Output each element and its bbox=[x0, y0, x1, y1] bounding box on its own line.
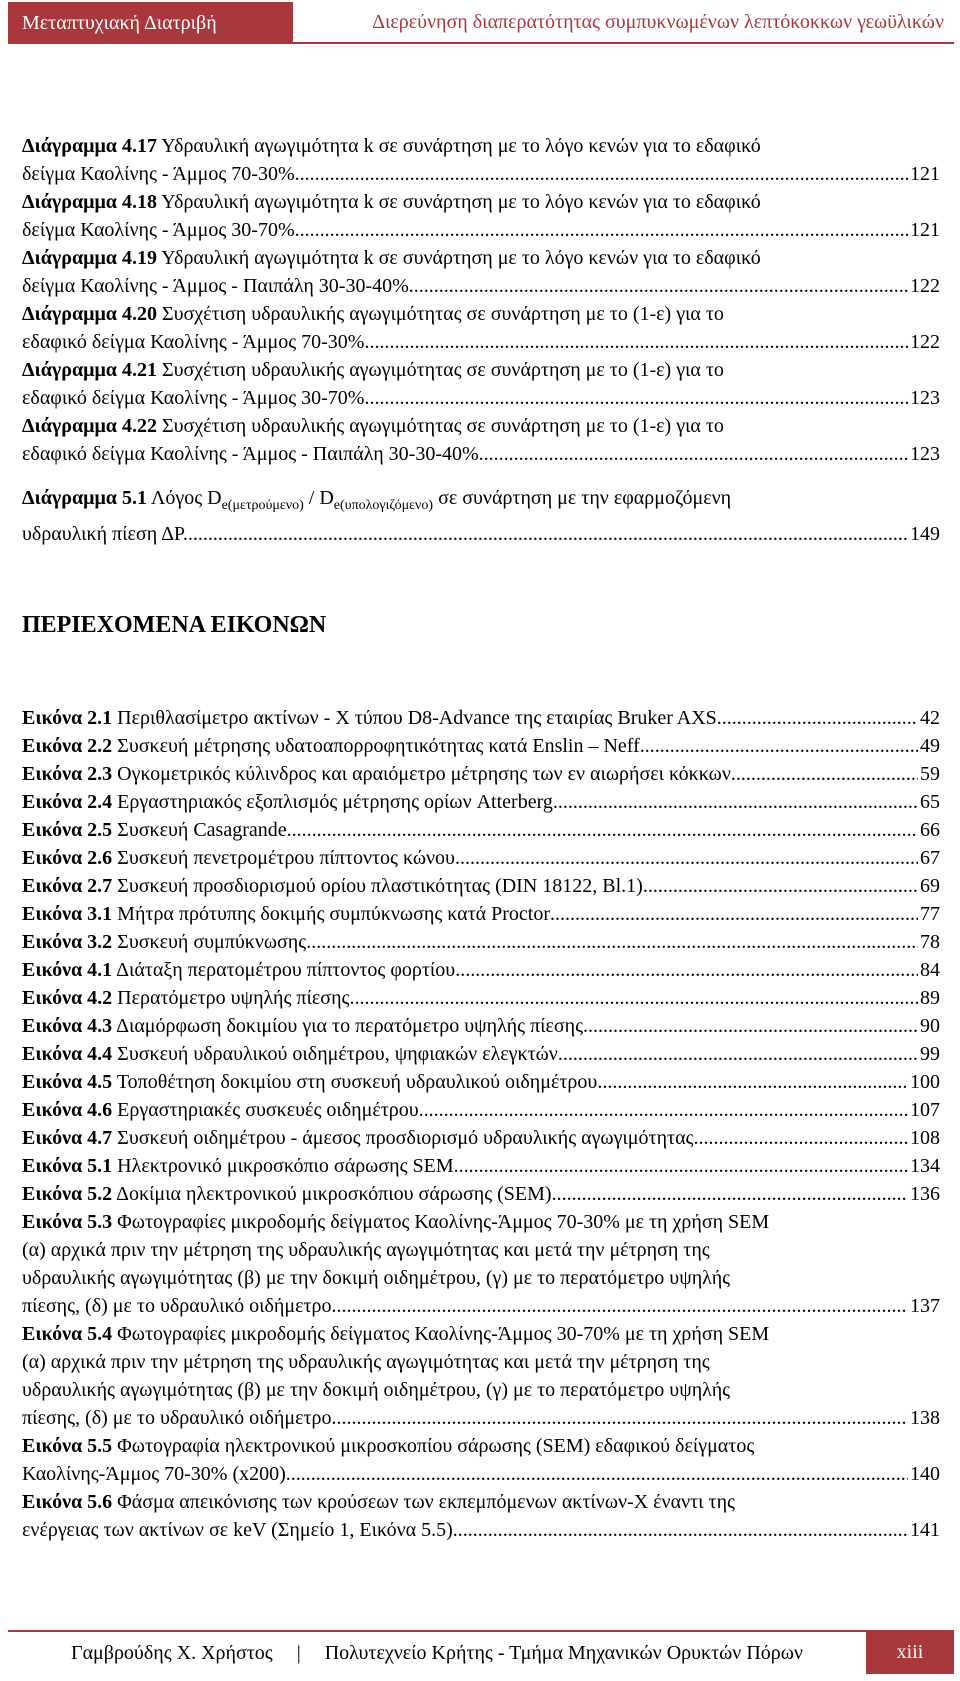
toc-entry-page: 122 bbox=[910, 331, 940, 353]
diagram-5-1-sub-measured: e(μετρούμενο) bbox=[221, 498, 304, 513]
dot-leader bbox=[286, 1460, 908, 1488]
toc-entry-page: 42 bbox=[920, 707, 940, 729]
toc-entry-figure[interactable] bbox=[22, 1432, 940, 1488]
dot-leader bbox=[287, 816, 918, 844]
dot-leader bbox=[419, 1096, 908, 1124]
toc-entry-diagram[interactable] bbox=[22, 244, 940, 300]
toc-entry-line bbox=[22, 132, 940, 160]
toc-entry-figure[interactable] bbox=[22, 1180, 940, 1208]
footer-text bbox=[8, 1630, 866, 1674]
page-header bbox=[8, 2, 954, 44]
toc-entry-line bbox=[22, 356, 940, 384]
toc-entry-text: Μήτρα πρότυπης δοκιμής συμπύκνωσης κατά Proctor bbox=[117, 903, 551, 925]
dot-leader bbox=[188, 520, 908, 548]
dot-leader bbox=[552, 1180, 908, 1208]
toc-entry-page: 137 bbox=[910, 1295, 940, 1317]
toc-entry-page: 78 bbox=[920, 931, 940, 953]
toc-entry-page: 66 bbox=[920, 819, 940, 841]
toc-entry-figure[interactable] bbox=[22, 788, 940, 816]
toc-entry-text: υδραυλικής αγωγιμότητας (β) με την δοκιμή οιδημέτρου, (γ) με το περατόμετρο υψηλής bbox=[22, 1379, 731, 1401]
toc-entry-number: Εικόνα 5.4 bbox=[22, 1323, 113, 1345]
toc-entry-text: Ογκομετρικός κύλινδρος και αραιόμετρο μέτρησης των εν αιωρήσει κόκκων bbox=[117, 763, 731, 785]
page-footer bbox=[8, 1630, 954, 1674]
toc-entry-number: Εικόνα 3.1 bbox=[22, 903, 113, 925]
dot-leader bbox=[364, 328, 908, 356]
toc-entry-line bbox=[22, 1376, 940, 1404]
toc-entry-diagram[interactable] bbox=[22, 300, 940, 356]
toc-entry-page: 138 bbox=[910, 1407, 940, 1429]
toc-entry-diagram[interactable] bbox=[22, 356, 940, 412]
toc-entry-number: Εικόνα 3.2 bbox=[22, 931, 113, 953]
toc-entry-text: (α) αρχικά πριν την μέτρηση της υδραυλικής αγωγιμότητας και μετά την μέτρηση της bbox=[22, 1239, 710, 1261]
toc-entry-number: Διάγραμμα 4.22 bbox=[22, 415, 157, 437]
toc-entry-figure[interactable] bbox=[22, 1012, 940, 1040]
toc-entry-text: εδαφικό δείγμα Καολίνης - Άμμος - Παιπάλη 30-30-40% bbox=[22, 443, 479, 465]
toc-entry-text: Περιθλασίμετρο ακτίνων - Χ τύπου D8-Advance της εταιρίας Bruker AXS bbox=[117, 707, 717, 729]
toc-entry-text: Δοκίμια ηλεκτρονικού μικροσκόπιου σάρωσης (SEM) bbox=[116, 1183, 552, 1205]
dot-leader bbox=[455, 956, 918, 984]
toc-entry-text: Υδραυλική αγωγιμότητα k σε συνάρτηση με το λόγο κενών για το εδαφικό bbox=[161, 135, 761, 157]
toc-entry-number: Εικόνα 5.5 bbox=[22, 1435, 113, 1457]
toc-entry-number: Εικόνα 5.3 bbox=[22, 1211, 113, 1233]
toc-entry-line bbox=[22, 1208, 940, 1236]
dot-leader bbox=[731, 760, 918, 788]
dot-leader bbox=[295, 160, 908, 188]
toc-entry-page: 99 bbox=[920, 1043, 940, 1065]
figure-list bbox=[22, 704, 940, 1544]
toc-entry-figure[interactable] bbox=[22, 732, 940, 760]
section-title: ΠΕΡΙΕΧΟΜΕΝΑ ΕΙΚΟΝΩΝ bbox=[22, 612, 327, 638]
toc-entry-figure[interactable] bbox=[22, 704, 940, 732]
toc-entry-page: 89 bbox=[920, 987, 940, 1009]
toc-entry-figure[interactable] bbox=[22, 900, 940, 928]
toc-entry-text: Διαμόρφωση δοκιμίου για το περατόμετρο υψηλής πίεσης bbox=[116, 1015, 584, 1037]
dot-leader bbox=[332, 1292, 908, 1320]
toc-entry-text: Τοποθέτηση δοκιμίου στη συσκευή υδραυλικού οιδημέτρου bbox=[116, 1071, 598, 1093]
toc-entry-number: Εικόνα 4.7 bbox=[22, 1127, 113, 1149]
dot-leader bbox=[306, 928, 918, 956]
dot-leader bbox=[640, 732, 918, 760]
toc-entry-text: Συσχέτιση υδραυλικής αγωγιμότητας σε συνάρτηση με το (1-ε) για το bbox=[161, 303, 724, 325]
dot-leader bbox=[583, 1012, 918, 1040]
toc-entry-page: 140 bbox=[910, 1463, 940, 1485]
toc-entry-diagram[interactable] bbox=[22, 412, 940, 468]
toc-entry-text: δείγμα Καολίνης - Άμμος - Παιπάλη 30-30-40% bbox=[22, 275, 409, 297]
toc-entry-text: Φωτογραφίες μικροδομής δείγματος Καολίνης-Άμμος 70-30% με τη χρήση SEM bbox=[117, 1211, 770, 1233]
toc-entry-number: Διάγραμμα 4.17 bbox=[22, 135, 157, 157]
dot-leader bbox=[553, 788, 918, 816]
dot-leader bbox=[558, 1040, 918, 1068]
toc-entry-line bbox=[22, 1236, 940, 1264]
toc-entry-number: Εικόνα 4.5 bbox=[22, 1071, 113, 1093]
toc-entry-text: Συσκευή οιδημέτρου - άμεσος προσδιορισμό υδραυλικής αγωγιμότητας bbox=[117, 1127, 694, 1149]
toc-entry-text: εδαφικό δείγμα Καολίνης - Άμμος 30-70% bbox=[22, 387, 365, 409]
toc-entry-line bbox=[22, 188, 940, 216]
toc-entry-number: Διάγραμμα 4.19 bbox=[22, 247, 157, 269]
toc-entry-figure[interactable] bbox=[22, 928, 940, 956]
toc-entry-figure[interactable] bbox=[22, 760, 940, 788]
toc-entry-figure[interactable] bbox=[22, 1096, 940, 1124]
toc-entry-page: 77 bbox=[920, 903, 940, 925]
header-thesis-title: Διερεύνηση διαπερατότητας συμπυκνωμένων λεπτόκοκκων γεωϋλικών bbox=[293, 2, 954, 44]
toc-entry-number: Εικόνα 2.7 bbox=[22, 875, 113, 897]
toc-entry-diagram[interactable] bbox=[22, 132, 940, 188]
toc-entry-diagram-5-1[interactable] bbox=[22, 484, 940, 548]
diagram-5-1-text-mid: / D bbox=[303, 487, 334, 509]
dot-leader bbox=[409, 272, 908, 300]
toc-entry-page: 136 bbox=[910, 1183, 940, 1205]
toc-entry-page: 121 bbox=[910, 219, 940, 241]
toc-entry-figure[interactable] bbox=[22, 1208, 940, 1320]
dot-leader bbox=[717, 704, 918, 732]
dot-leader bbox=[643, 872, 918, 900]
dot-leader bbox=[693, 1124, 908, 1152]
toc-entry-figure[interactable] bbox=[22, 872, 940, 900]
toc-entry-text: Υδραυλική αγωγιμότητα k σε συνάρτηση με το λόγο κενών για το εδαφικό bbox=[161, 247, 761, 269]
toc-entry-page: 108 bbox=[910, 1127, 940, 1149]
diagram-5-1-text-post: σε συνάρτηση με την εφαρμοζόμενη bbox=[433, 487, 732, 509]
dot-leader bbox=[550, 900, 918, 928]
dot-leader bbox=[453, 1516, 908, 1544]
toc-entry-number: Εικόνα 5.2 bbox=[22, 1183, 113, 1205]
diagram-5-1-sub-calculated: e(υπολογιζόμενο) bbox=[333, 498, 434, 513]
toc-entry-figure[interactable] bbox=[22, 1488, 940, 1544]
toc-entry-text: Συσκευή υδραυλικού οιδημέτρου, ψηφιακών ελεγκτών bbox=[117, 1043, 558, 1065]
toc-entry-figure[interactable] bbox=[22, 1124, 940, 1152]
dot-leader bbox=[332, 1404, 908, 1432]
dot-leader bbox=[295, 216, 908, 244]
toc-entry-text: εδαφικό δείγμα Καολίνης - Άμμος 70-30% bbox=[22, 331, 365, 353]
toc-entry-figure[interactable] bbox=[22, 1068, 940, 1096]
toc-entry-number: Εικόνα 2.6 bbox=[22, 847, 113, 869]
toc-entry-number: Εικόνα 2.2 bbox=[22, 735, 113, 757]
toc-entry-line bbox=[22, 1320, 940, 1348]
toc-entry-text: Συσκευή προσδιορισμού ορίου πλαστικότητας (DIN 18122, Bl.1) bbox=[117, 875, 643, 897]
dot-leader bbox=[364, 384, 908, 412]
toc-entry-text: Καολίνης-Άμμος 70-30% (x200) bbox=[22, 1463, 286, 1485]
footer-institution: Πολυτεχνείο Κρήτης - Τμήμα Μηχανικών Ορυκτών Πόρων bbox=[324, 1641, 803, 1664]
toc-entry-text: Διάταξη περατομέτρου πίπτοντος φορτίου bbox=[116, 959, 456, 981]
toc-entry-figure[interactable] bbox=[22, 956, 940, 984]
toc-entry-number: Εικόνα 4.4 bbox=[22, 1043, 113, 1065]
toc-entry-number: Διάγραμμα 4.18 bbox=[22, 191, 157, 213]
toc-entry-page: 84 bbox=[920, 959, 940, 981]
toc-entry-line bbox=[22, 1264, 940, 1292]
toc-entry-number: Εικόνα 2.1 bbox=[22, 707, 113, 729]
toc-entry-number: Εικόνα 4.6 bbox=[22, 1099, 113, 1121]
toc-entry-line bbox=[22, 412, 940, 440]
toc-entry-number: Εικόνα 2.4 bbox=[22, 791, 113, 813]
toc-entry-page: 49 bbox=[920, 735, 940, 757]
toc-entry-text: υδραυλικής αγωγιμότητας (β) με την δοκιμή οιδημέτρου, (γ) με το περατόμετρο υψηλής bbox=[22, 1267, 731, 1289]
toc-entry-text: Συσκευή συμπύκνωσης bbox=[117, 931, 307, 953]
toc-entry-text: δείγμα Καολίνης - Άμμος 70-30% bbox=[22, 163, 295, 185]
toc-entry-page: 122 bbox=[910, 275, 940, 297]
toc-entry-text: Φωτογραφία ηλεκτρονικού μικροσκοπίου σάρωσης (SEM) εδαφικού δείγματος bbox=[117, 1435, 755, 1457]
dot-leader bbox=[455, 844, 918, 872]
footer-separator: | bbox=[296, 1641, 301, 1664]
toc-entry-figure[interactable] bbox=[22, 1152, 940, 1180]
toc-entry-text: Υδραυλική αγωγιμότητα k σε συνάρτηση με το λόγο κενών για το εδαφικό bbox=[161, 191, 761, 213]
toc-entry-line bbox=[22, 244, 940, 272]
toc-entry-page: 141 bbox=[910, 1519, 940, 1541]
diagram-list bbox=[22, 132, 940, 468]
toc-entry-line bbox=[22, 1488, 940, 1516]
toc-entry-page: 65 bbox=[920, 791, 940, 813]
toc-entry-number: Εικόνα 4.3 bbox=[22, 1015, 113, 1037]
toc-entry-line bbox=[22, 1432, 940, 1460]
dot-leader bbox=[479, 440, 908, 468]
toc-entry-text: Εργαστηριακές συσκευές οιδημέτρου bbox=[117, 1099, 419, 1121]
toc-entry-page: 59 bbox=[920, 763, 940, 785]
toc-entry-text: Συσχέτιση υδραυλικής αγωγιμότητας σε συνάρτηση με το (1-ε) για το bbox=[161, 415, 724, 437]
toc-entry-number: Εικόνα 4.1 bbox=[22, 959, 113, 981]
toc-entry-page: 123 bbox=[910, 387, 940, 409]
toc-entry-number: Διάγραμμα 5.1 bbox=[22, 487, 147, 509]
page-number: xiii bbox=[866, 1630, 954, 1674]
toc-entry-line bbox=[22, 1348, 940, 1376]
toc-entry-page: 123 bbox=[910, 443, 940, 465]
toc-entry-text: δείγμα Καολίνης - Άμμος 30-70% bbox=[22, 219, 295, 241]
toc-entry-text: Συσκευή Casagrande bbox=[117, 819, 287, 841]
toc-entry-number: Διάγραμμα 4.21 bbox=[22, 359, 157, 381]
dot-leader bbox=[597, 1068, 908, 1096]
toc-entry-page: 67 bbox=[920, 847, 940, 869]
toc-entry-page: 121 bbox=[910, 163, 940, 185]
footer-author: Γαμβρούδης Χ. Χρήστος bbox=[71, 1641, 273, 1664]
toc-entry-line bbox=[22, 300, 940, 328]
toc-entry-diagram[interactable] bbox=[22, 188, 940, 244]
toc-entry-text: πίεσης, (δ) με το υδραυλικό οιδήμετρο bbox=[22, 1407, 332, 1429]
toc-entry-text: Φωτογραφίες μικροδομής δείγματος Καολίνης-Άμμος 30-70% με τη χρήση SEM bbox=[117, 1323, 770, 1345]
toc-entry-number: Εικόνα 5.6 bbox=[22, 1491, 113, 1513]
toc-entry-figure[interactable] bbox=[22, 984, 940, 1012]
toc-entry-text: ενέργειας των ακτίνων σε keV (Σημείο 1, Εικόνα 5.5) bbox=[22, 1519, 453, 1541]
header-thesis-type: Μεταπτυχιακή Διατριβή bbox=[8, 2, 293, 44]
toc-entry-figure[interactable] bbox=[22, 844, 940, 872]
toc-entry-text: Εργαστηριακός εξοπλισμός μέτρησης ορίων Atterberg bbox=[117, 791, 553, 813]
toc-entry-text: Συσχέτιση υδραυλικής αγωγιμότητας σε συνάρτηση με το (1-ε) για το bbox=[161, 359, 724, 381]
toc-entry-figure[interactable] bbox=[22, 1040, 940, 1068]
toc-entry-page: 90 bbox=[920, 1015, 940, 1037]
toc-entry-text: Συσκευή μέτρησης υδατοαπορροφητικότητας κατά Enslin – Neff bbox=[117, 735, 640, 757]
toc-entry-figure[interactable] bbox=[22, 1320, 940, 1432]
toc-entry-text: (α) αρχικά πριν την μέτρηση της υδραυλικής αγωγιμότητας και μετά την μέτρηση της bbox=[22, 1351, 710, 1373]
toc-entry-text: υδραυλική πίεση ΔP. bbox=[22, 523, 188, 545]
toc-entry-number: Εικόνα 5.1 bbox=[22, 1155, 113, 1177]
toc-entry-page: 100 bbox=[910, 1071, 940, 1093]
toc-entry-number: Εικόνα 2.5 bbox=[22, 819, 113, 841]
toc-entry-text: Φάσμα απεικόνισης των κρούσεων των εκπεμπόμενων ακτίνων-Χ έναντι της bbox=[117, 1491, 735, 1513]
toc-entry-page: 149 bbox=[910, 523, 940, 545]
dot-leader bbox=[349, 984, 918, 1012]
dot-leader bbox=[454, 1152, 908, 1180]
toc-entry-text: Συσκευή πενετρομέτρου πίπτοντος κώνου bbox=[117, 847, 455, 869]
toc-entry-page: 134 bbox=[910, 1155, 940, 1177]
toc-entry-number: Διάγραμμα 4.20 bbox=[22, 303, 157, 325]
toc-entry-page: 69 bbox=[920, 875, 940, 897]
toc-entry-number: Εικόνα 2.3 bbox=[22, 763, 113, 785]
toc-entry-text: Ηλεκτρονικό μικροσκόπιο σάρωσης SEM bbox=[117, 1155, 454, 1177]
toc-entry-page: 107 bbox=[910, 1099, 940, 1121]
toc-entry-text: Περατόμετρο υψηλής πίεσης bbox=[117, 987, 350, 1009]
toc-entry-figure[interactable] bbox=[22, 816, 940, 844]
diagram-5-1-text-pre: Λόγος D bbox=[150, 487, 222, 509]
toc-entry-number: Εικόνα 4.2 bbox=[22, 987, 113, 1009]
toc-entry-text: πίεσης, (δ) με το υδραυλικό οιδήμετρο bbox=[22, 1295, 332, 1317]
